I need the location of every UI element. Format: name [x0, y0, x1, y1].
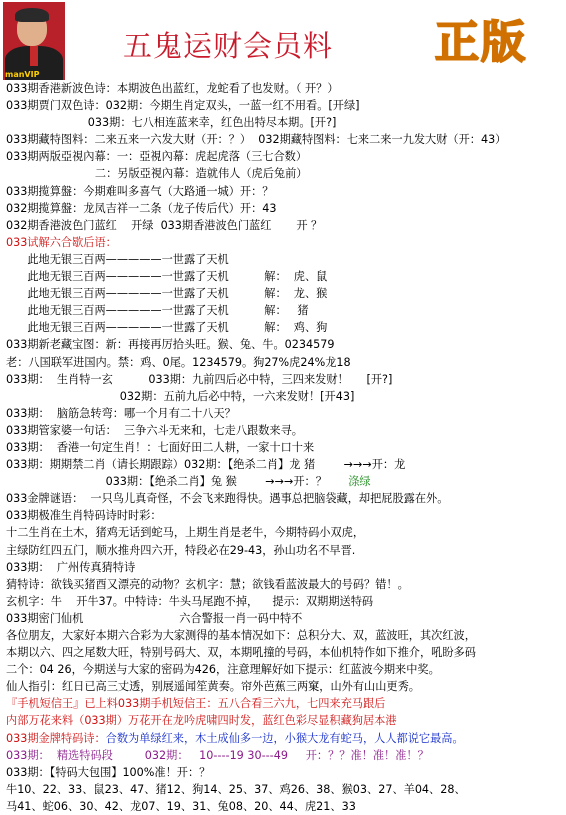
text-line: 主绿防红四五门，顺水推舟四六开，特段必在29-43，孙山功名不早晋. — [6, 543, 356, 557]
text-line: 马41、蛇06、30、42、龙07、19、31、兔08、20、44、虎21、33 — [6, 799, 356, 813]
text-line: 033期藏特图料：二来五来一六发大财（开：？） 032期藏特图料：七来二来一九发大财（开：43） — [6, 133, 507, 147]
text-line: 十二生肖在土木，猪鸡无话到蛇马，上期生肖是老牛，今期特码小双虎， — [6, 526, 365, 540]
text-line: 033期管家婆一句话： 三争六斗无来和，七走八跟数来寻。 — [6, 423, 303, 437]
photo-caption: manVIP — [5, 70, 40, 79]
authentic-badge: 正版 — [435, 17, 527, 68]
text-line: 033期：【绝杀二肖】兔 猴 →→→开：？ 涤绿 — [6, 475, 371, 489]
text-line: 033期： 精选特码段 032期： 10----19 30---49 开：？？准！准！准！？ — [6, 748, 429, 762]
forecast-lines — [6, 80, 562, 815]
header — [0, 0, 566, 88]
text-line: 033期揽算盤：今期难叫多喜气（大路通一城）开：？ — [6, 184, 274, 198]
text-line: 033期： 脑筋急转弯：哪一个月有二十八天？ — [6, 406, 236, 420]
text-line: 033期极准生肖特码诗时时彩： — [6, 509, 162, 523]
text-line: 二：另版亞視內幕：造就伟人（虎后兔前） — [6, 167, 308, 181]
text-line: 二个：04 26，今期送与大家的密码为426，注意理解好如下提示：红蓝波今期来中奖。 — [6, 663, 440, 677]
text-line: 032期香港波色门蓝红 开绿 033期香港波色门蓝红 开 ？ — [6, 218, 323, 232]
text-line: 内部万花来料（033期）万花开在龙吟虎啸四时发，蓝红色彩尽显积藏狗居本港 — [6, 714, 397, 728]
text-line: 033期： 广州传真猜特诗 — [6, 560, 136, 574]
text-line: 此地无银三百两—————一世露了天机 解： 鸡、狗 — [6, 321, 328, 335]
text-line: 猜特诗：欲钱买猪酉又漂亮的动物？玄机字：慧；欲钱看蓝波最大的号码？错！。 — [6, 577, 409, 591]
text-line: 032期：五前九后必中特，一六来发财！[开43] — [6, 389, 355, 403]
text-line: 老：八国联军进国内。禁：鸡、0尾。1234579。狗27%虎24%龙18 — [6, 355, 351, 369]
text-line: 此地无银三百两—————一世露了天机 解： 龙、猴 — [6, 287, 328, 301]
text-line: 033试解六合歇后语： — [6, 235, 117, 249]
text-line: 033期香港新波色诗：本期波色出蓝红，龙蛇看了也发财。（ 开？） — [6, 82, 339, 95]
text-line: 033期：七八相连蓝来幸，红色出特尽本期。[开?] — [6, 116, 337, 130]
text-line: 033期金牌特码诗：合数为单绿红来，木土成仙多一边，小猴大龙有蛇马，人人都说它最高。 — [6, 731, 464, 745]
text-line: 此地无银三百两—————一世露了天机 解： 虎、鼠 — [6, 270, 328, 284]
text-line: 玄机字：牛 开牛37。中特诗：牛头马尾跑不掉， 提示：双期期送特码 — [6, 594, 374, 608]
text-line: 033期：【特码大包围】100%准！开：？ — [6, 765, 211, 779]
text-line: 此地无银三百两—————一世露了天机 解： 猪 — [6, 304, 309, 318]
text-line: 033期两版亞視內幕：一：亞視內幕：虎起虎落（三七合数） — [6, 150, 308, 164]
page-title: 五鬼运财会员料 — [123, 29, 334, 63]
text-line: 此地无银三百两—————一世露了天机 — [6, 252, 229, 266]
text-line: 033金牌谜语： 一只鸟儿真奇怪，不会飞来跑得快。遇事总把脑袋藏，却把屁股露在外。 — [6, 492, 449, 506]
text-line: 牛10、22、33、鼠23、47、猪12、狗14、25、37、鸡26、38、猴03、27、羊04、28、 — [6, 782, 466, 796]
text-line: 033期密门仙机 六合警报一肖一码中特不 — [6, 611, 303, 625]
text-line: 仙人指引：红日已高三丈透，别展遥闻笙黄奏。帘外芭蕉三两窠，山外有山山更秀。 — [6, 680, 420, 694]
text-line: 各位朋友，大家好本期六合彩为大家测得的基本情况如下：总积分大、双，蓝波旺，其次红波， — [6, 629, 476, 642]
text-line: 033期新老藏宝图：新：再接再厉拾头旺。猴、兔、牛。0234579 — [6, 338, 335, 352]
text-line: 033期： 香港一句定生肖！：七面好田二人耕，一家十口十来 — [6, 440, 315, 454]
text-line: 033期贾门双色诗：032期：今期生肖定双头，一蓝一红不用看。[开绿] — [6, 99, 360, 113]
text-line: 033期：期期禁二肖（请长期跟踪）032期：【绝杀二肖】龙 猪 →→→开：龙 — [6, 458, 406, 472]
portrait-photo — [3, 2, 65, 80]
text-line: 032期揽算盤：龙凤吉祥一二条（龙子传后代）开：43 — [6, 201, 277, 215]
text-line: 本期以六、四之尾数大旺，特别号码大、双，本期吼撞的号码，本仙机特作如下推介，吼盼多码 — [6, 646, 476, 660]
text-line: 033期： 生肖特一玄 033期：九前四后必中特，三四来发财！ [开?] — [6, 372, 393, 386]
text-line: 『手机短信王』已上料033期手机短信王：五八合看三六九，七四来充马跟后 — [6, 697, 386, 711]
